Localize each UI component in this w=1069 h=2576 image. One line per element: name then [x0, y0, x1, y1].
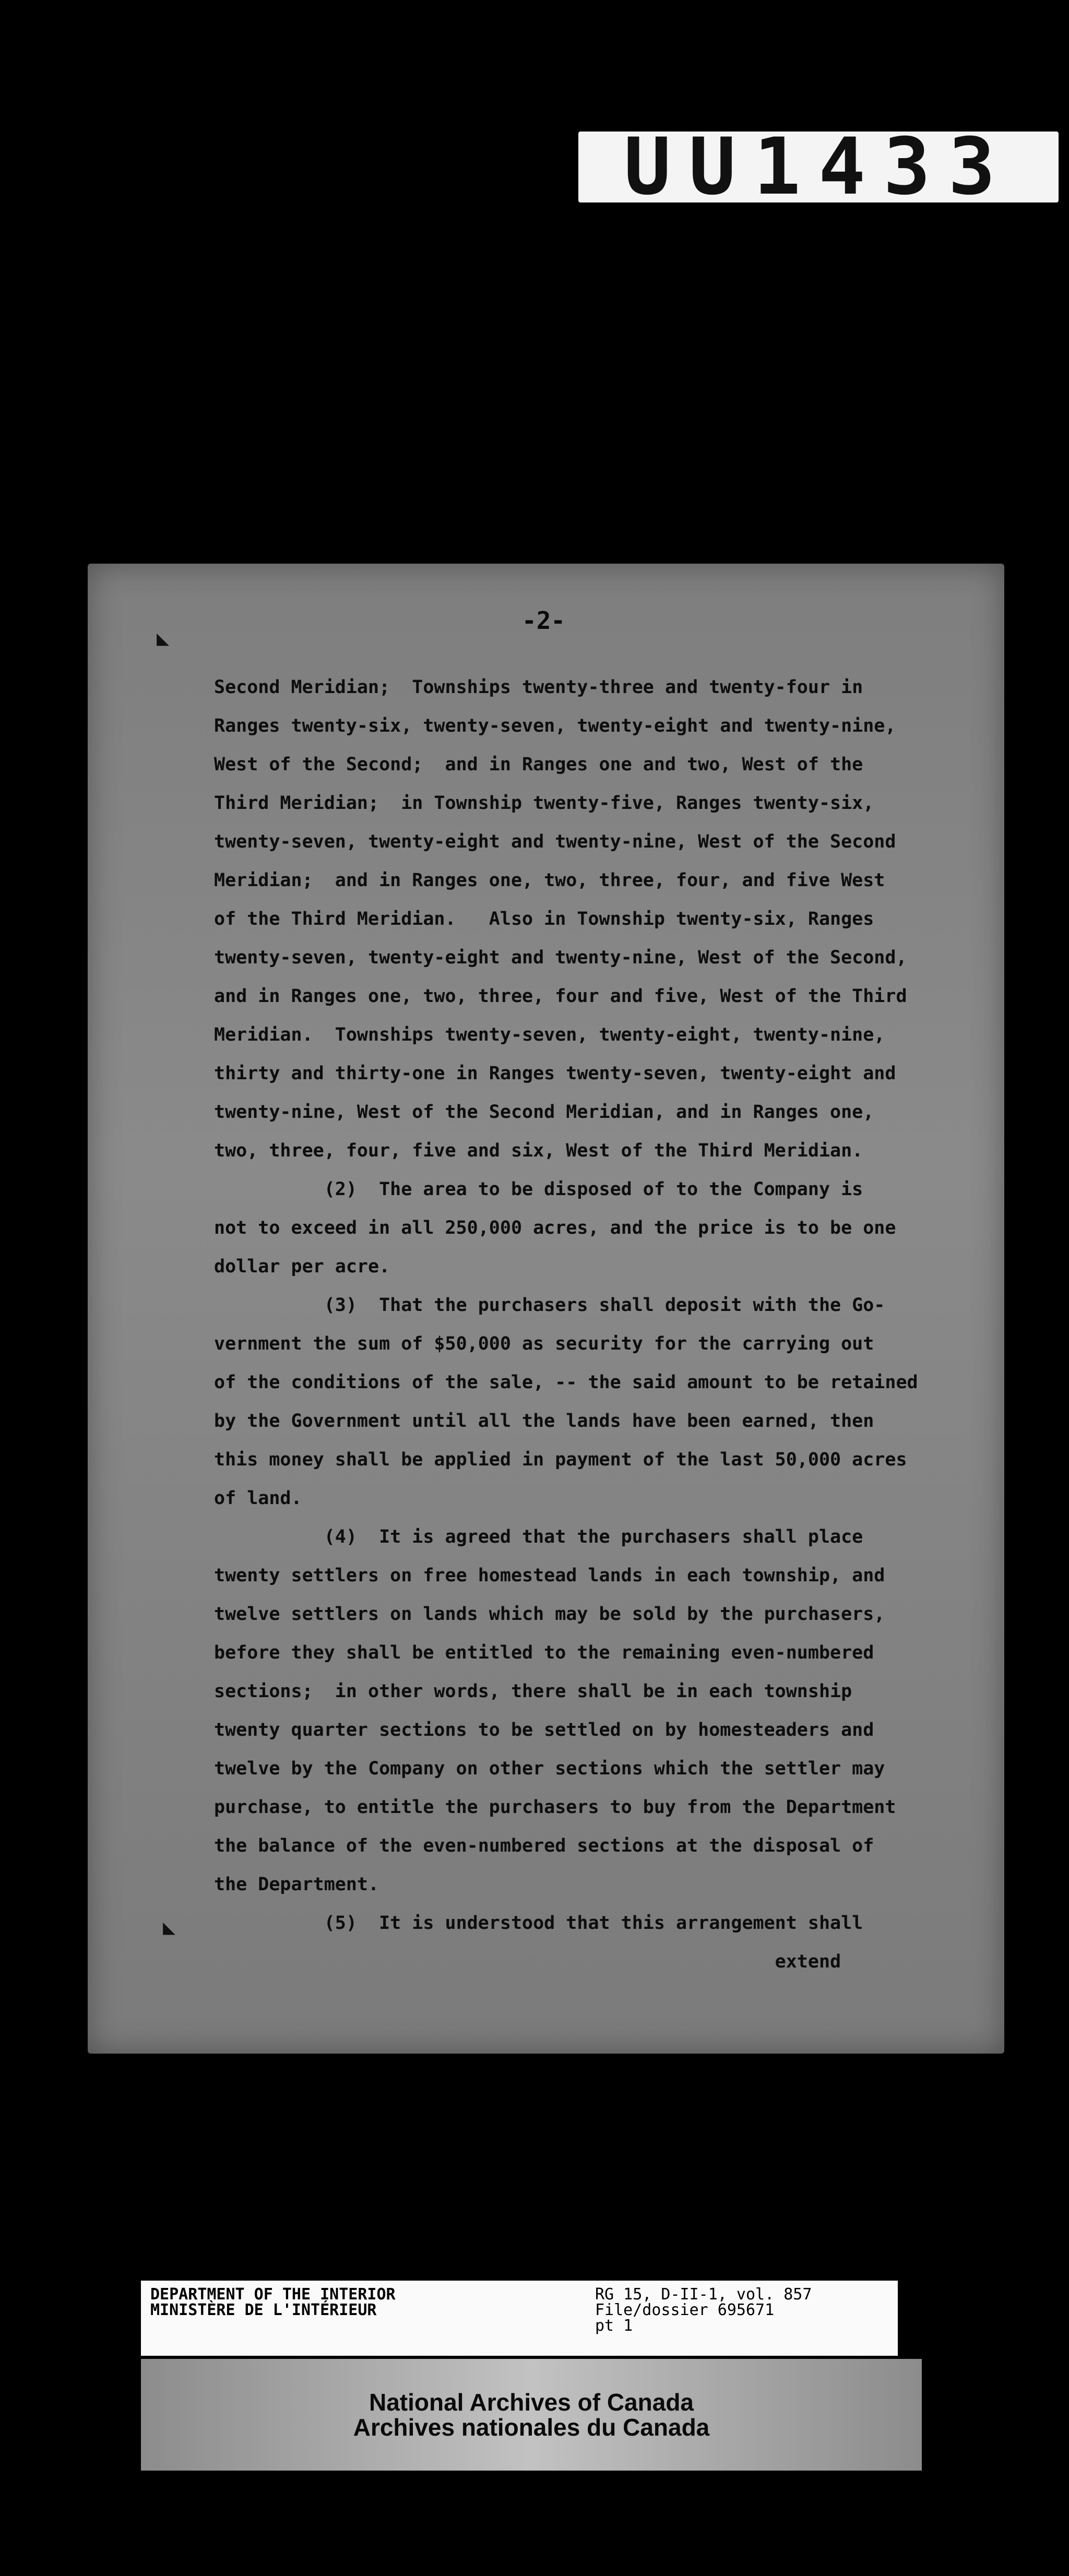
- archive-reference-label: [141, 2281, 898, 2356]
- punch-mark-icon: ◣: [163, 1915, 176, 1939]
- page-number: -2-: [522, 606, 566, 635]
- reel-number-label: UU1433: [578, 132, 1059, 202]
- department-name: DEPARTMENT OF THE INTERIOR MINISTÈRE DE L'INTÉRIEUR: [150, 2285, 396, 2319]
- archive-reference-codes: RG 15, D-II-1, vol. 857 File/dossier 695671 pt 1: [595, 2285, 812, 2335]
- archives-name: National Archives of Canada Archives nationales du Canada: [353, 2389, 710, 2441]
- document-body-text: Second Meridian; Townships twenty-three and twenty-four in Ranges twenty-six, twenty-seven, twenty-eight and twenty-nine, West of the Second; and in Ranges one and two, West of the Third Meridian; in Township twenty-five, Ranges twenty-six, twenty-seven, twenty-eight and twenty-nine, West of the Second Meridian; and in Ranges one, two, three, four, and five West of the Third Meridian. Also in Township twenty-six, Ranges twenty-seven, twenty-eight and twenty-nine, West of the Second, and in Ranges one, two, three, four and five, West of the Third Meridian. Townships twenty-seven, twenty-eight, twenty-nine, thirty and thirty-one in Ranges twenty-seven, twenty-eight and twenty-nine, West of the Second Meridian, and in Ranges one, two, three, four, five and six, West of the Third Meridian. (2) The area to be disposed of to the Company is not to exceed in all 250,000 acres, and the price is to be one dollar per acre. (3) That the purchasers shall deposit with the Go- vernment the sum of $50,000 as security for the carrying out of the conditions of the sale, -- the said amount to be retained by the Government until all the lands have been earned, then this money shall be applied in payment of the last 50,000 acres of land. (4) It is agreed that the purchasers shall place twenty settlers on free homestead lands in each township, and twelve settlers on lands which may be sold by the purchasers, before they shall be entitled to the remaining even-numbered sections; in other words, there shall be in each township twenty quarter sections to be settled on by homesteaders and twelve by the Company on other sections which the settler may purchase, to entitle the purchasers to buy from the Department the balance of the even-numbered sections at the disposal of the Department. (5) It is understood that this arrangement shall extend: [214, 677, 918, 1972]
- punch-mark-icon: ◣: [157, 626, 170, 650]
- archives-banner: [141, 2359, 922, 2471]
